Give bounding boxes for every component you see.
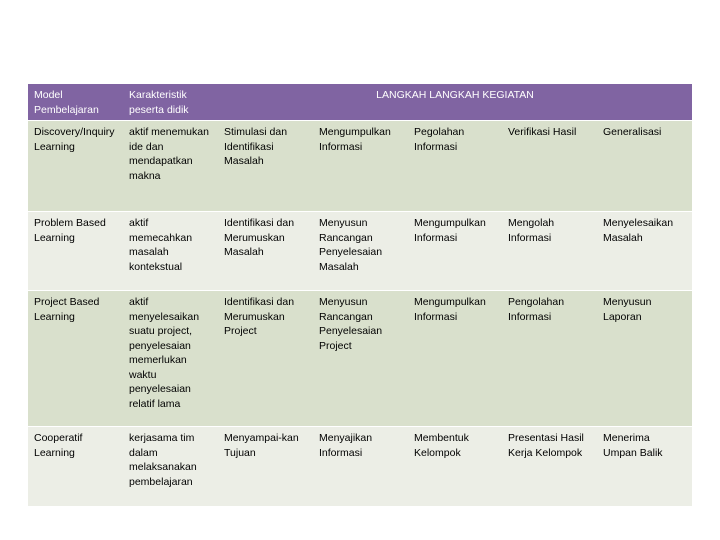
cell-step: Menyusun Rancangan Penyelesaian Masalah (313, 212, 408, 291)
cell-step: Mengumpulkan Informasi (408, 212, 502, 291)
table-row (28, 121, 692, 212)
cell-karakteristik: aktif memecahkan masalah kontekstual (123, 212, 218, 291)
cell-step: Mengumpulkan Informasi (408, 291, 502, 427)
table-row (28, 427, 692, 507)
table-row (28, 212, 692, 291)
cell-model: Discovery/Inquiry Learning (28, 121, 123, 212)
cell-karakteristik: kerjasama tim dalam melaksanakan pembelajaran (123, 427, 218, 507)
cell-step: Menerima Umpan Balik (597, 427, 692, 507)
header-langkah: LANGKAH LANGKAH KEGIATAN (218, 84, 692, 121)
cell-karakteristik: aktif menemukan ide dan mendapatkan makna (123, 121, 218, 212)
cell-step: Mengolah Informasi (502, 212, 597, 291)
cell-step: Menyelesaikan Masalah (597, 212, 692, 291)
table-row (28, 291, 692, 427)
cell-step: Stimulasi dan Identifikasi Masalah (218, 121, 313, 212)
cell-step: Pegolahan Informasi (408, 121, 502, 212)
cell-model: Project Based Learning (28, 291, 123, 427)
header-row (28, 84, 692, 121)
cell-step: Mengumpulkan Informasi (313, 121, 408, 212)
cell-step: Generalisasi (597, 121, 692, 212)
cell-step: Pengolahan Informasi (502, 291, 597, 427)
cell-step: Presentasi Hasil Kerja Kelompok (502, 427, 597, 507)
cell-model: Cooperatif Learning (28, 427, 123, 507)
learning-models-table (28, 84, 692, 507)
header-karakteristik: Karakteristik peserta didik (123, 84, 218, 121)
cell-step: Verifikasi Hasil (502, 121, 597, 212)
cell-step: Membentuk Kelompok (408, 427, 502, 507)
cell-karakteristik: aktif menyelesaikan suatu project, penyelesaian memerlukan waktu penyelesaian relatif lama (123, 291, 218, 427)
cell-step: Identifikasi dan Merumuskan Masalah (218, 212, 313, 291)
cell-model: Problem Based Learning (28, 212, 123, 291)
cell-step: Menyampai-kan Tujuan (218, 427, 313, 507)
cell-step: Menyusun Rancangan Penyelesaian Project (313, 291, 408, 427)
cell-step: Menyusun Laporan (597, 291, 692, 427)
header-model: Model Pembelajaran (28, 84, 123, 121)
cell-step: Menyajikan Informasi (313, 427, 408, 507)
cell-step: Identifikasi dan Merumuskan Project (218, 291, 313, 427)
